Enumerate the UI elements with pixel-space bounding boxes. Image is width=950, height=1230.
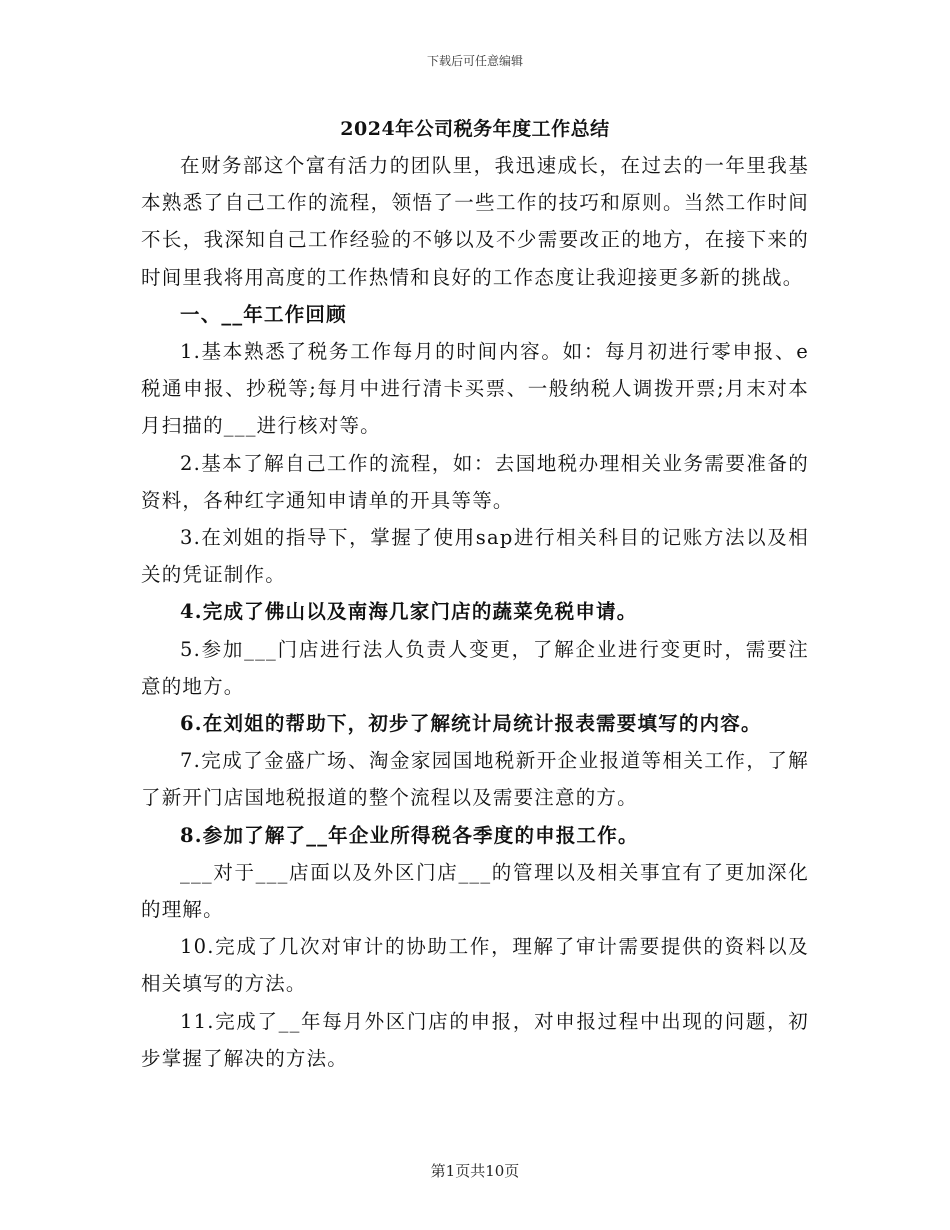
list-item-3: 3.在刘姐的指导下，掌握了使用sap进行相关科目的记账方法以及相关的凭证制作。 — [141, 526, 809, 587]
list-item-7: 7.完成了金盛广场、淘金家园国地税新开企业报道等相关工作，了解了新开门店国地税报道的整个流程以及需要注意的方。 — [141, 749, 809, 810]
list-item-9: ___对于___店面以及外区门店___的管理以及相关事宜有了更加深化的理解。 — [141, 860, 809, 922]
list-item-1: 1.基本熟悉了税务工作每月的时间内容。如：每月初进行零申报、e税通申报、抄税等;每月中进行清卡买票、一般纳税人调拨开票;月末对本月扫描的___进行核对等。 — [141, 340, 809, 438]
list-item-5: 5.参加___门店进行法人负责人变更，了解企业进行变更时，需要注意的地方。 — [141, 637, 809, 698]
download-note: 下载后可任意编辑 — [426, 54, 523, 68]
document-title: 2024年公司税务年度工作总结 — [340, 118, 610, 140]
section-heading-review: 一、__年工作回顾 — [180, 302, 347, 326]
page-number: 第1页共10页 — [430, 1162, 520, 1180]
intro-paragraph: 在财务部这个富有活力的团队里，我迅速成长，在过去的一年里我基本熟悉了自己工作的流程，领悟了一些工作的技巧和原则。当然工作时间不长，我深知自己工作经验的不够以及不少需要改正的地方，在接下来的时间里我将用高度的工作热情和良好的工作态度让我迎接更多新的挑战。 — [141, 154, 809, 289]
list-item-6: 6.在刘姐的帮助下，初步了解统计局统计报表需要填写的内容。 — [180, 712, 762, 736]
list-item-10: 10.完成了几次对审计的协助工作，理解了审计需要提供的资料以及相关填写的方法。 — [141, 935, 809, 996]
list-item-4: 4.完成了佛山以及南海几家门店的蔬菜免税申请。 — [180, 600, 638, 624]
list-item-2: 2.基本了解自己工作的流程，如：去国地税办理相关业务需要准备的资料，各种红字通知申请单的开具等等。 — [141, 451, 809, 512]
document-body — [141, 147, 809, 1077]
list-item-11: 11.完成了__年每月外区门店的申报，对申报过程中出现的问题，初步掌握了解决的方法。 — [141, 1009, 809, 1070]
list-item-8: 8.参加了解了__年企业所得税各季度的申报工作。 — [180, 823, 639, 847]
